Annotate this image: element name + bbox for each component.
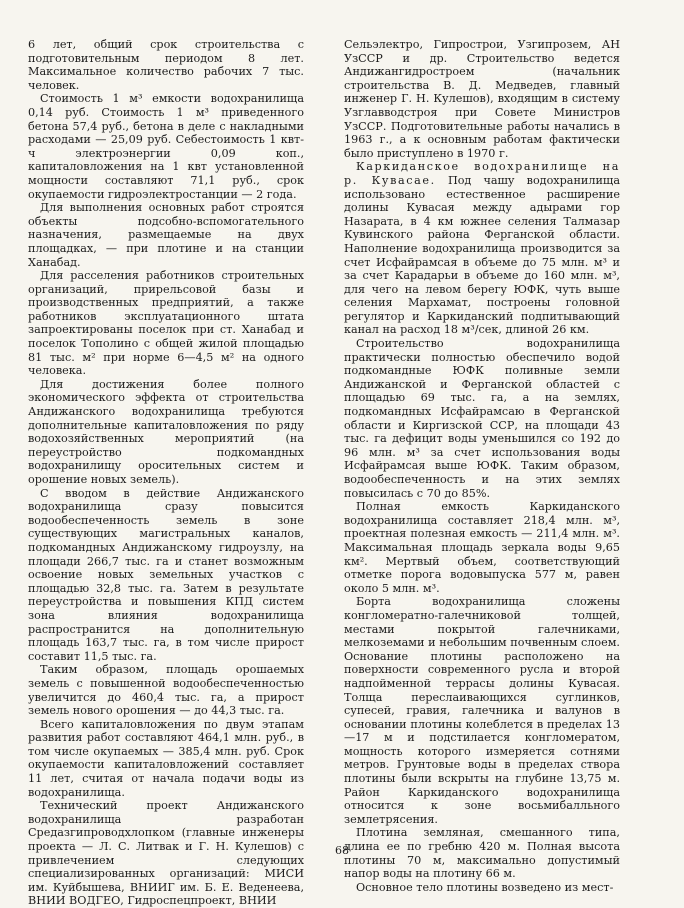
paragraph-text: Борта водохранилища сложены конгломератно-галечниковой толщей, местами покрытой галечниками, мелкоземами и небольшим почвенным слоем. Основание плотины расположено на поверхности современного русла и второй надпойменной террасы долины Кувасая. Толща переслаивающихся суглинков, супесей, гравия, галечника и валунов в основании плотины колеблется в пределах 13—17 м и подстилается конгломератом, мощность которого измеряется сотнями метров. Грунтовые воды в пределах створа плотины были вскрыты на глубине 13,75 м. Район Каркиданского водохранилища относится к зоне восьмибалльного землетрясения. bbox=[344, 595, 620, 826]
left-paragraph bbox=[28, 378, 304, 487]
paragraph-text: Для достижения более полного экономического эффекта от строительства Андижанского водохранилища требуются дополнительные капиталовложения по ряду водохозяйственных мероприятий (на переустройство подкомандных водохранилищу оросительных систем и орошение новых земель). bbox=[28, 377, 304, 486]
section-heading: Каркиданское водохранилище на р. Кувасае. bbox=[344, 160, 620, 187]
right-paragraph bbox=[344, 881, 620, 895]
paragraph-text: Под чашу водохранилища использовано естественное расширение долины Кувасая между адырами гор Назарата, в 4 км южнее селения Талмазар Кувинского района Ферганской области. Наполнение водохранилища производится за счет Исфайрамсая в объеме до 75 млн. м³ и за счет Карадарьи в объеме до 160 млн. м³, для чего на левом берегу ЮФК, чуть выше селения Мархамат, построены головной регулятор и Каркиданский подпитывающий канал на расход 18 м³/сек, длиной 26 км. bbox=[344, 173, 620, 337]
left-paragraph bbox=[28, 269, 304, 378]
paragraph-text: Строительство водохранилища практически полностью обеспечило водой подкомандные ЮФК поливные земли Андижанской и Ферганской областей с площадью 69 тыс. га, а на землях, подкомандных Исфайрамсаю в Ферганской области и Киргизской ССР, на площади 43 тыс. га дефицит воды уменьшился со 192 до 96 млн. м³ за счет использования воды Исфайрамсая выше ЮФК. Таким образом, водообеспеченность и на этих землях повысилась с 70 до 85%. bbox=[344, 337, 620, 500]
paragraph-text: Плотина земляная, смешанного типа, длина ее по гребню 420 м. Полная высота плотины 70 м, максимально допустимый напор воды на плотину 66 м. bbox=[344, 826, 620, 881]
left-column bbox=[28, 38, 304, 908]
paragraph-text: Всего капиталовложения по двум этапам развития работ составляют 464,1 млн. руб., в том числе окупаемых — 385,4 млн. руб. Срок окупаемости капиталовложений составляет 11 лет, считая от начала подачи воды из водохранилища. bbox=[28, 717, 304, 799]
right-paragraph bbox=[344, 160, 620, 337]
paragraph-text: Стоимость 1 м³ емкости водохранилища 0,14 руб. Стоимость 1 м³ приведенного бетона 57,4 руб., бетона в деле с накладными расходами — 25,09 руб. Себестоимость 1 квт-ч электроэнергии 0,09 коп., капиталовложения на 1 квт установленной мощности составляют 71,1 руб., срок окупаемости гидроэлектростанции — 2 года. bbox=[28, 92, 304, 201]
paragraph-text: Сельэлектро, Гипрострои, Узгипрозем, АН УзССР и др. Строительство ведется Андижангидростроем (начальник строительства В. Д. Медведев, главный инженер Г. Н. Кулешов), входящим в систему Узглавводстроя при Совете Министров УзССР. Подготовительные работы начались в 1963 г., а к основным работам фактически было приступлено в 1970 г. bbox=[344, 38, 620, 160]
right-paragraph bbox=[344, 595, 620, 826]
paragraph-text: 6 лет, общий срок строительства с подготовительным периодом 8 лет. Максимальное количество рабочих 7 тыс. человек. bbox=[28, 38, 304, 92]
left-paragraph bbox=[28, 201, 304, 269]
left-paragraph bbox=[28, 38, 304, 92]
left-paragraph bbox=[28, 718, 304, 800]
paragraph-text: Основное тело плотины возведено из мест- bbox=[356, 880, 614, 894]
paragraph-text: Полная емкость Каркиданского водохранилища составляет 218,4 млн. м³, проектная полезная емкость — 211,4 млн. м³. Максимальная площадь зеркала воды 9,65 км². Мертвый объем, соответствующий отметке порога водовыпуска 577 м, равен около 5 млн. м³. bbox=[344, 500, 620, 595]
paragraph-text: Таким образом, площадь орошаемых земель с повышенной водообеспеченностью увеличится до 460,4 тыс. га, а прирост земель нового орошения — до 44,3 тыс. га. bbox=[28, 663, 304, 718]
paragraph-text: С вводом в действие Андижанского водохранилища сразу повысится водообеспеченность земель в зоне существующих магистральных каналов, подкомандных Андижанскому гидроузлу, на площади 266,7 тыс. га и станет возможным освоение новых земельных участков с площадью 32,8 тыс. га. Затем в результате переустройства и повышения КПД систем зона влияния водохранилища распространится на дополнительную площадь 163,7 тыс. га, в том числе прирост составит 11,5 тыс. га. bbox=[28, 486, 304, 663]
left-paragraph bbox=[28, 663, 304, 717]
right-column bbox=[344, 38, 620, 894]
page-number: 68 bbox=[335, 844, 349, 857]
right-paragraph bbox=[344, 38, 620, 160]
right-paragraph bbox=[344, 337, 620, 500]
left-paragraph bbox=[28, 487, 304, 664]
right-paragraph bbox=[344, 500, 620, 595]
paragraph-text: Для расселения работников строительных организаций, прирельсовой базы и производственных предприятий, а также работников эксплуатационного штата запроектированы поселок при ст. Ханабад и поселок Тополино с общей жилой площадью 81 тыс. м² при норме 6—4,5 м² на одного человека. bbox=[28, 269, 304, 378]
left-paragraph bbox=[28, 92, 304, 201]
paragraph-text: Технический проект Андижанского водохранилища разработан Средазгипроводхлопком (главные инженеры проекта — Л. С. Литвак и Г. Н. Кулешов) с привлечением следующих специализированных организаций: МИСИ им. Куйбышева, ВНИИГ им. Б. Е. Веденеева, ВНИИ ВОДГЕО, Гидроспецпроект, ВНИИ bbox=[28, 799, 304, 908]
paragraph-text: Для выполнения основных работ строятся объекты подсобно-вспомогательного назначения, размещаемые на двух площадках, — при плотине и на станции Ханабад. bbox=[28, 201, 304, 269]
